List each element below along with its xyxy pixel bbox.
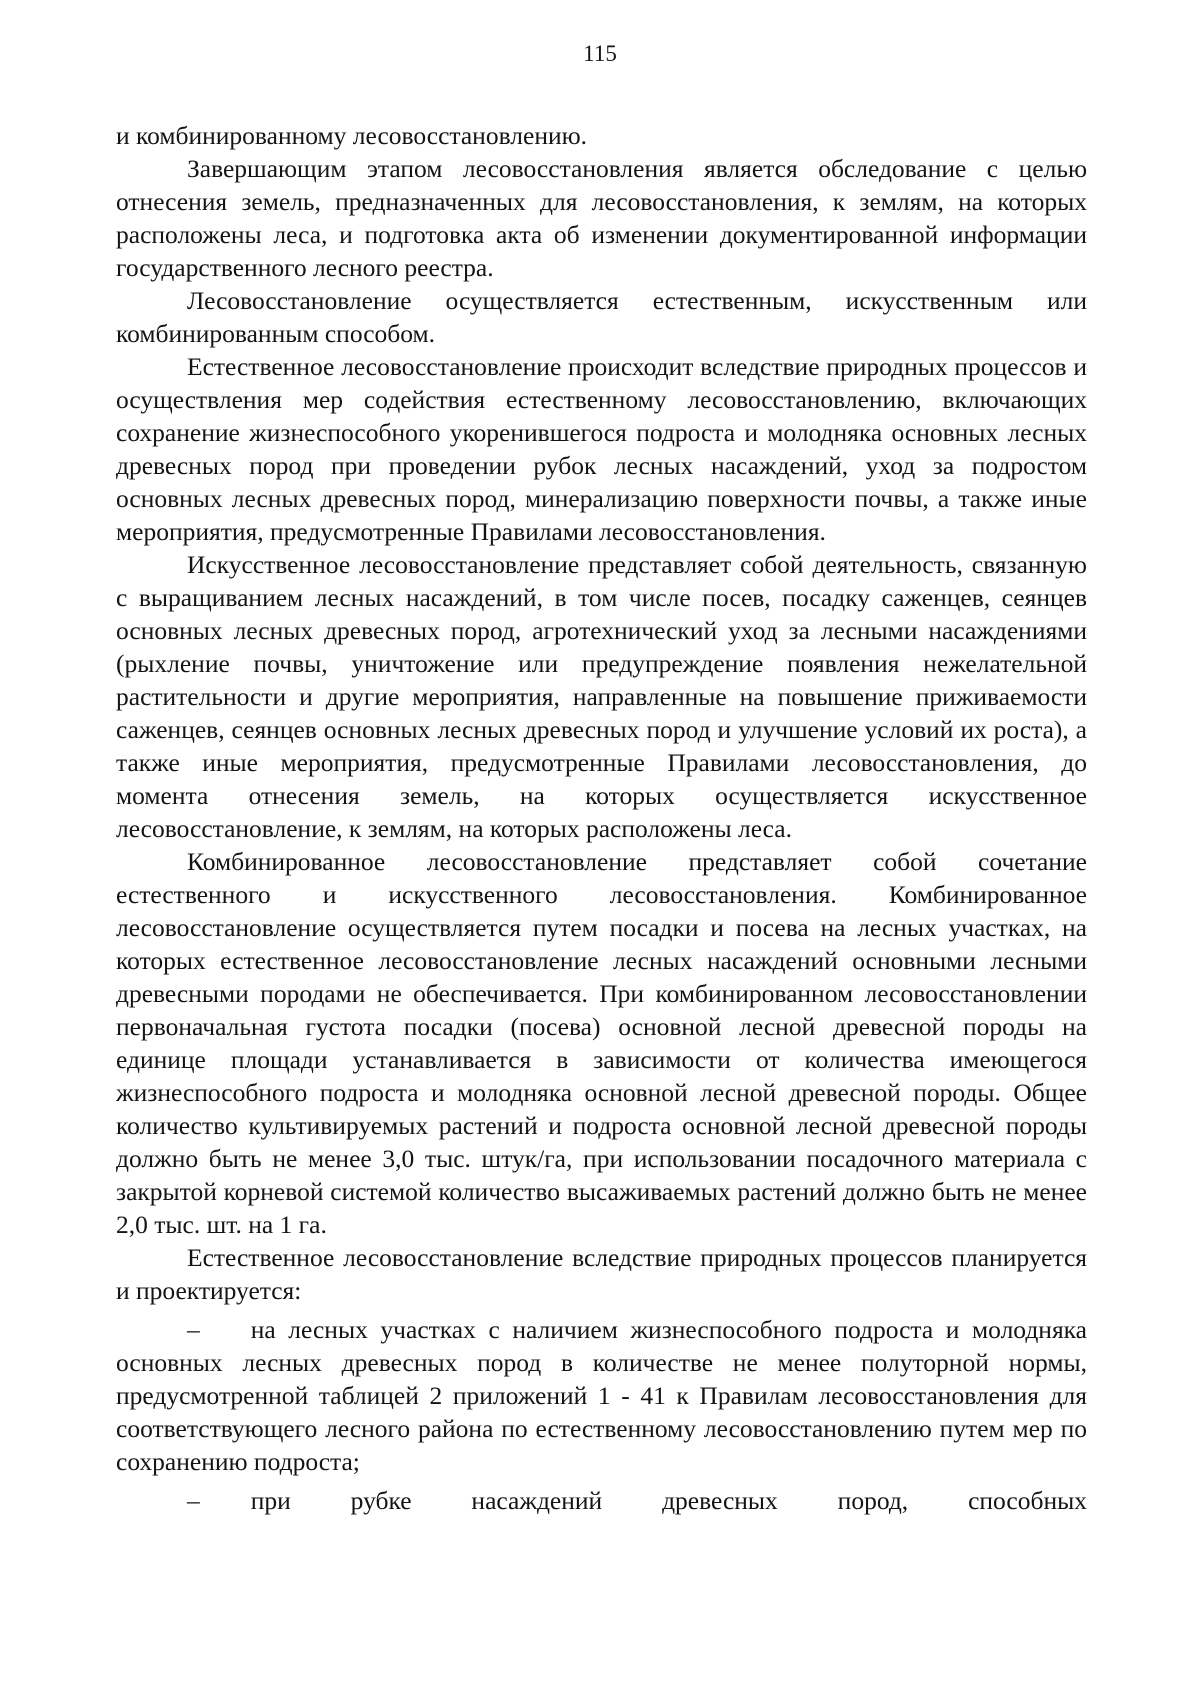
paragraph-combined-regeneration: Комбинированное лесовосстановление представляет собой сочетание естественного и искусственного лесовосстановления. Комбинированное лесовосстановление осуществляется путем посадки и посева на лесных участках, на которых естественное лесовосстановление лесных насаждений основными лесными древесными породами не обеспечивается. При комбинированном лесовосстановлении первоначальная густота посадки (посева) основной лесной древесной породы на единице площади устанавливается в зависимости от количества имеющегося жизнеспособного подроста и молодняка основной лесной древесной породы. Общее количество культивируемых растений и подроста основной лесной древесной породы должно быть не менее 3,0 тыс. штук/га, при использовании посадочного материала с закрытой корневой системой количество высаживаемых растений должно быть не менее 2,0 тыс. шт. на 1 га. (116, 847, 1087, 1239)
paragraph-natural-regeneration: Естественное лесовосстановление происходит вследствие природных процессов и осуществления мер содействия естественному лесовосстановлению, включающих сохранение жизнеспособного укоренившегося подроста и молодняка основных лесных древесных пород при проведении рубок лесных насаждений, уход за подростом основных лесных древесных пород, минерализацию поверхности почвы, а также иные мероприятия, предусмотренные Правилами лесовосстановления. (116, 352, 1087, 546)
paragraph-continuation: и комбинированному лесовосстановлению. (116, 121, 588, 150)
paragraph-planning: Естественное лесовосстановление вследствие природных процессов планируется и проектируется: (116, 1243, 1087, 1305)
document-body (116, 119, 1087, 1517)
paragraph-methods: Лесовосстановление осуществляется естественным, искусственным или комбинированным способом. (116, 286, 1087, 348)
paragraph-artificial-regeneration: Искусственное лесовосстановление представляет собой деятельность, связанную с выращиванием лесных насаждений, в том числе посев, посадку саженцев, сеянцев основных лесных древесных пород, агротехнический уход за лесными насаждениями (рыхление почвы, уничтожение или предупреждение появления нежелательной растительности и другие мероприятия, направленные на повышение приживаемости саженцев, сеянцев основных лесных древесных пород и улучшение условий их роста), а также иные мероприятия, предусмотренные Правилами лесовосстановления, до момента отнесения земель, на которых осуществляется искусственное лесовосстановление, к землям, на которых расположены леса. (116, 550, 1087, 843)
list-item-undergrowth: – на лесных участках с наличием жизнеспособного подроста и молодняка основных лесных древесных пород в количестве не менее полуторной нормы, предусмотренной таблицей 2 приложений 1 - 41 к Правилам лесовосстановления для соответствующего лесного района по естественному лесовосстановлению путем мер по сохранению подроста; (116, 1315, 1087, 1476)
paragraph-completion-stage: Завершающим этапом лесовосстановления является обследование с целью отнесения земель, предназначенных для лесовосстановления, к землям, на которых расположены леса, и подготовка акта об изменении документированной информации государственного лесного реестра. (116, 154, 1087, 282)
list-item-felling: – при рубке насаждений древесных пород, способных (187, 1486, 1087, 1515)
page-number: 115 (583, 41, 617, 66)
